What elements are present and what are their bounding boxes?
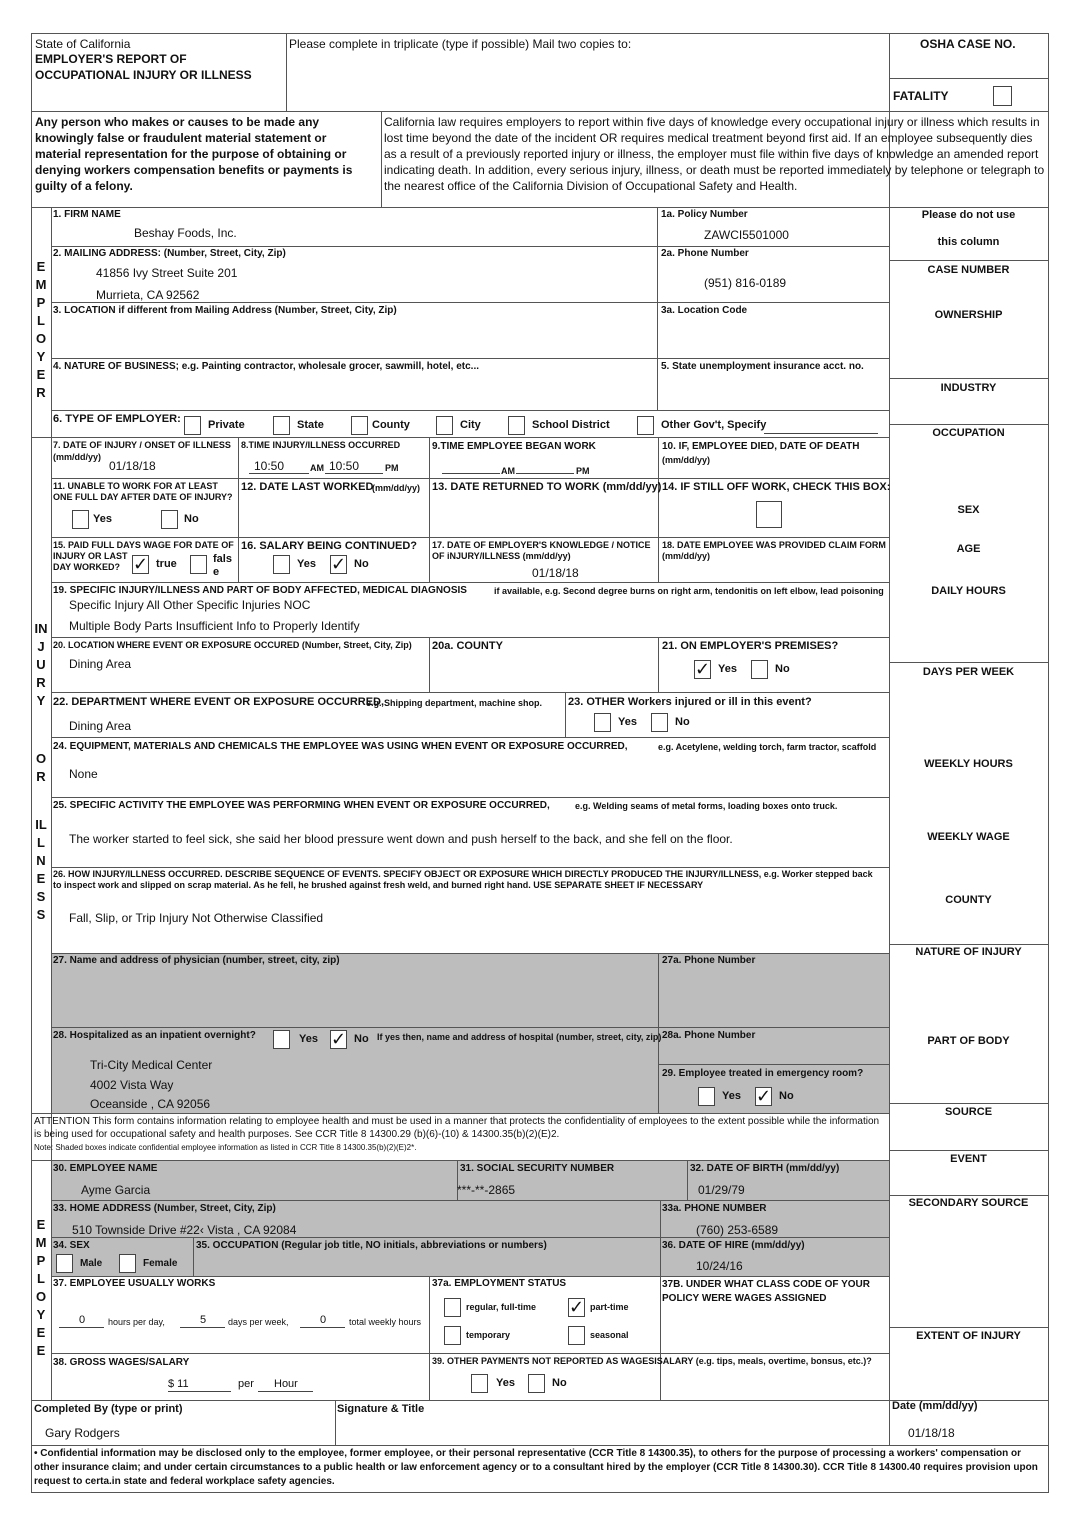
date-of-hire-value[interactable]: 10/24/16 (696, 1259, 743, 1273)
other-payments-yes-label: Yes (496, 1377, 515, 1389)
time-occurred-am-value[interactable]: 10:50 (254, 459, 285, 473)
other-workers-yes-label: Yes (618, 716, 637, 728)
salary-continued-no-label: No (354, 558, 369, 570)
home-address-value[interactable]: 510 Townside Drive #22‹ Vista , CA 92084 (72, 1223, 297, 1237)
hospitalized-no-checkbox[interactable]: ✓ (331, 1029, 347, 1050)
form-title-line2: OCCUPATIONAL INJURY OR ILLNESS (35, 68, 252, 82)
time-occurred-pm: PM (385, 463, 399, 473)
specific-injury-line1[interactable]: Specific Injury All Other Specific Injuries NOC (69, 598, 311, 612)
fatality-checkbox[interactable] (993, 86, 1012, 106)
other-payments-no-label: No (552, 1377, 567, 1389)
employer-type-school-label: School District (532, 419, 610, 431)
salary-continued-label: 16. SALARY BEING CONTINUED? (241, 540, 418, 552)
began-work-am: AM (501, 466, 515, 476)
sex-label: 34. SEX (53, 1240, 90, 1251)
source-label: SOURCE (944, 1106, 993, 1118)
claim-form-label-1: 18. DATE EMPLOYEE WAS PROVIDED CLAIM FORM (662, 540, 886, 550)
sex-female-label: Female (143, 1258, 178, 1269)
sex-male-checkbox[interactable] (56, 1254, 73, 1273)
how-occurred-label: 26. HOW INJURY/ILLNESS OCCURRED. DESCRIBE SEQUENCE OF EVENTS. SPECIFY OBJECT OR EXPOSURE WHICH DIRECTLY PRODUCED THE INJURY/ILLNESS, e.g. Worker stepped back to inspect work and slipped on scrap material. As he fell, he brushed against fresh weld, and burned right hand. USE SEPARATE SHEET IF NECESSARY (53, 869, 873, 890)
other-payments-label: 39. OTHER PAYMENTS NOT REPORTED AS WAGESISALARY (e.g. tips, meals, overtime, bonsus, etc.)? (432, 1356, 872, 1366)
sex-male-label: Male (80, 1258, 103, 1269)
employer-knowledge-label-1: 17. DATE OF EMPLOYER'S KNOWLEDGE / NOTICE (432, 540, 651, 550)
unable-to-work-no-checkbox[interactable] (161, 510, 178, 529)
location-label: 3. LOCATION if different from Mailing Address (Number, Street, City, Zip) (53, 305, 397, 316)
employer-type-other-label: Other Gov't, Specify (661, 419, 767, 431)
status-seasonal-label: seasonal (590, 1330, 629, 1340)
status-regular-label: regular, full-time (466, 1302, 537, 1312)
equipment-label: 24. EQUIPMENT, MATERIALS AND CHEMICALS THE EMPLOYEE WAS USING WHEN EVENT OR EXPOSURE OCCURRED, (53, 741, 628, 752)
time-occurred-pm-value[interactable]: 10:50 (329, 459, 360, 473)
dob-label: 32. DATE OF BIRTH (mm/dd/yy) (690, 1163, 840, 1174)
event-label: EVENT (950, 1153, 987, 1165)
salary-continued-yes-label: Yes (297, 558, 316, 570)
hospital-line1[interactable]: Tri-City Medical Center (90, 1058, 213, 1072)
hours-per-day-line (59, 1327, 104, 1328)
employer-type-city-label: City (460, 419, 481, 431)
side-label-illness: ILLNESS (35, 817, 47, 922)
emergency-room-yes-checkbox[interactable] (698, 1087, 715, 1106)
employer-type-other-checkbox[interactable] (637, 416, 654, 435)
total-weekly-hours-line (300, 1327, 345, 1328)
department-hint: e.g. Shipping department, machine shop. (366, 698, 543, 708)
completed-by-value[interactable]: Gary Rodgers (45, 1426, 120, 1440)
signature-label: Signature & Title (337, 1403, 425, 1415)
physician-label: 27. Name and address of physician (number, street, city, zip) (53, 955, 340, 966)
equipment-hint: e.g. Acetylene, welding torch, farm tractor, scaffold (658, 742, 877, 752)
daily-hours-label: DAILY HOURS (931, 585, 1006, 597)
began-am-line[interactable] (442, 473, 500, 474)
date-of-hire-label: 36. DATE OF HIRE (mm/dd/yy) (662, 1240, 805, 1251)
hours-per-day-label: hours per day, (108, 1317, 165, 1327)
usually-works-label: 37. EMPLOYEE USUALLY WORKS (53, 1278, 216, 1289)
department-label: 22. DEPARTMENT WHERE EVENT OR EXPOSURE OCCURRED, (53, 696, 385, 708)
status-temporary-label: temporary (466, 1330, 511, 1340)
employer-type-private-checkbox[interactable] (184, 416, 201, 435)
event-location-value[interactable]: Dining Area (69, 657, 132, 671)
mailing-address-line1[interactable]: 41856 Ivy Street Suite 201 (96, 266, 238, 280)
time-am-line (249, 473, 309, 474)
days-per-week-label: DAYS PER WEEK (922, 666, 1015, 678)
emergency-room-no-label: No (779, 1090, 794, 1102)
paid-full-wage-label-3: DAY WORKED? (53, 562, 121, 572)
weekly-hours-label: WEEKLY HOURS (924, 758, 1013, 770)
specific-injury-hint: if available, e.g. Second degree burns on right arm, tendonitis on left elbow, lead poisoning (494, 586, 884, 596)
secondary-source-label: SECONDARY SOURCE (908, 1197, 1029, 1209)
hospitalized-yes-label: Yes (299, 1033, 318, 1045)
began-work-pm: PM (576, 466, 590, 476)
status-parttime-label: part-time (590, 1302, 629, 1312)
location-code-label: 3a. Location Code (661, 305, 748, 316)
gross-wages-unit[interactable]: Hour (274, 1378, 298, 1390)
unemployment-acct-label: 5. State unemployment insurance acct. no. (661, 361, 864, 372)
unable-to-work-no-label: No (184, 513, 199, 525)
unable-to-work-yes-checkbox[interactable] (72, 510, 89, 529)
part-of-body-label: PART OF BODY (927, 1035, 1010, 1047)
how-occurred-value[interactable]: Fall, Slip, or Trip Injury Not Otherwise Classified (69, 911, 324, 925)
employer-knowledge-value[interactable]: 01/18/18 (532, 566, 579, 580)
confidential-notice: • Confidential information may be disclosed only to the employee, former employee, or their personal representative (CCR Title 8 14300.35), to others for the purpose of processing a workers' compensation or other insurance claim; and under certain circumstances to a public health or law enforcement agency or to a consultant hired by the employer (CCR Title 8 14300.30). CCR Title 8 14300.40 requires provision upon request to certa.in state and federal workplace safety agencies. (34, 1448, 1038, 1487)
total-weekly-hours-value[interactable]: 0 (320, 1314, 327, 1326)
equipment-value[interactable]: None (69, 767, 98, 781)
status-temporary-checkbox[interactable] (444, 1326, 461, 1345)
hospital-phone-label: 28a. Phone Number (662, 1030, 756, 1041)
state-label: State of California (35, 37, 131, 51)
date-last-worked-label: 12. DATE LAST WORKED (241, 481, 374, 493)
other-workers-no-checkbox[interactable] (651, 713, 668, 732)
still-off-work-label: 14. IF STILL OFF WORK, CHECK THIS BOX: (662, 481, 891, 493)
class-code-label: 37B. UNDER WHAT CLASS CODE OF YOUR POLICY WERE WAGES ASSIGNED (662, 1279, 870, 1304)
activity-label: 25. SPECIFIC ACTIVITY THE EMPLOYEE WAS PERFORMING WHEN EVENT OR EXPOSURE OCCURRED, (53, 800, 550, 811)
other-payments-yes-checkbox[interactable] (471, 1374, 488, 1393)
paid-full-wage-false-label: false (213, 553, 232, 578)
unable-to-work-yes-label: Yes (93, 513, 112, 525)
emergency-room-yes-label: Yes (722, 1090, 741, 1102)
employer-type-city-checkbox[interactable] (436, 416, 453, 435)
still-off-work-checkbox[interactable] (756, 501, 782, 528)
employer-type-private-label: Private (208, 419, 245, 431)
event-county-label: 20a. COUNTY (432, 640, 503, 652)
hospitalized-label: 28. Hospitalized as an inpatient overnight? (53, 1030, 256, 1041)
time-occurred-am: AM (310, 463, 324, 473)
date-of-injury-value[interactable]: 01/18/18 (109, 459, 156, 473)
salary-continued-yes-checkbox[interactable] (273, 555, 290, 574)
activity-value[interactable]: The worker started to feel sick, she said her blood pressure went down and push herself to the back, and she fell on the floor. (69, 832, 733, 846)
gross-wages-line (168, 1391, 231, 1392)
date-returned-label: 13. DATE RETURNED TO WORK (mm/dd/yy) (432, 481, 662, 493)
employee-phone-value[interactable]: (760) 253-6589 (696, 1223, 779, 1237)
nature-of-business-label: 4. NATURE OF BUSINESS; e.g. Painting contractor, wholesale grocer, sawmill, hotel, etc... (53, 361, 480, 372)
do-not-use-label: Please do not use (921, 209, 1016, 221)
employer-type-state-checkbox[interactable] (273, 416, 290, 435)
event-location-label: 20. LOCATION WHERE EVENT OR EXPOSURE OCCURED (Number, Street, City, Zip) (53, 640, 412, 650)
hours-per-day-value[interactable]: 0 (79, 1314, 86, 1326)
status-seasonal-checkbox[interactable] (568, 1326, 585, 1345)
form-title-line1: EMPLOYER'S REPORT OF (35, 52, 187, 66)
phone-number-label: 2a. Phone Number (661, 248, 749, 259)
firm-name-value[interactable]: Beshay Foods, Inc. (134, 226, 237, 240)
hospital-line2[interactable]: 4002 Vista Way (90, 1078, 174, 1092)
attention-notice: ATTENTION This form contains information relating to employee health and must be used in a manner that protects the confidentiality of employees to the extent possible while the information is being used for occupational safety and health purposes. See CCR Title 8 14300.29 (b)(6)-(10) & 14300.35(b)(2)(E)2. (34, 1116, 880, 1140)
ssn-label: 31. SOCIAL SECURITY NUMBER (460, 1163, 615, 1174)
do-not-use-label-2: this column (937, 236, 1000, 248)
gross-wages-label: 38. GROSS WAGES/SALARY (53, 1357, 190, 1368)
fatality-label: FATALITY (893, 89, 949, 103)
employer-type-county-label: County (372, 419, 410, 431)
employee-phone-label: 33a. PHONE NUMBER (662, 1203, 767, 1214)
reporting-requirement: California law requires employers to report within five days of knowledge every occupational injury or illness which results in lost time beyond the date of the incident OR requires medical treatment beyond first aid. If an employee subsequently dies as a result of a previously reported injury or illness, the employer must file within five days of knowledge an amended report indicating death. In addition, every serious injury, illness, or death must be reported immediately by telephone or telegraph to the nearest office of the California Division of Occupational Safety and Health. (384, 115, 1045, 193)
specific-injury-label: 19. SPECIFIC INJURY/ILLNESS AND PART OF BODY AFFECTED, MEDICAL DIAGNOSIS (53, 585, 467, 596)
weekly-wage-label: WEEKLY WAGE (927, 831, 1010, 843)
other-workers-yes-checkbox[interactable] (594, 713, 611, 732)
side-label-injury: INJURY (34, 621, 48, 708)
unable-to-work-label-1: 11. UNABLE TO WORK FOR AT LEAST (53, 481, 218, 491)
completed-by-label: Completed By (type or print) (34, 1403, 183, 1415)
specific-injury-line2[interactable]: Multiple Body Parts Insufficient Info to Properly Identify (69, 619, 360, 633)
emergency-room-no-checkbox[interactable]: ✓ (756, 1086, 772, 1107)
hospitalized-yes-checkbox[interactable] (273, 1030, 290, 1049)
policy-number-value[interactable]: ZAWCI5501000 (704, 228, 789, 242)
other-workers-label: 23. OTHER Workers injured or ill in this event? (568, 696, 812, 708)
side-label-or: OR (35, 751, 47, 784)
gross-wages-per: per (238, 1378, 254, 1390)
date-of-injury-label: 7. DATE OF INJURY / ONSET OF ILLNESS (53, 440, 231, 450)
employer-type-county-checkbox[interactable] (351, 416, 368, 435)
home-address-label: 33. HOME ADDRESS (Number, Street, City, Zip) (53, 1203, 276, 1214)
days-per-week-line (180, 1327, 225, 1328)
employer-type-state-label: State (297, 419, 324, 431)
paid-full-wage-true-checkbox[interactable]: ✓ (133, 554, 149, 575)
ownership-label: OWNERSHIP (934, 309, 1003, 321)
case-number-label: CASE NUMBER (927, 264, 1010, 276)
mail-instructions: Please complete in triplicate (type if possible) Mail two copies to: (289, 37, 632, 51)
date-of-injury-sub: (mm/dd/yy) (53, 452, 102, 462)
began-pm-line[interactable] (516, 473, 574, 474)
emergency-room-label: 29. Employee treated in emergency room? (662, 1068, 864, 1079)
firm-name-label: 1. FIRM NAME (53, 209, 121, 220)
claim-form-label-2: (mm/dd/yy) (662, 551, 711, 561)
department-value[interactable]: Dining Area (69, 719, 132, 733)
extent-of-injury-label: EXTENT OF INJURY (916, 1330, 1021, 1342)
gross-wages-value[interactable]: $ 11 (168, 1378, 189, 1390)
employer-premises-no-label: No (775, 663, 790, 675)
industry-label: INDUSTRY (940, 382, 997, 394)
osha-case-label: OSHA CASE NO. (920, 37, 1016, 51)
status-regular-checkbox[interactable] (444, 1298, 461, 1317)
ssn-value[interactable]: ***-**-2865 (457, 1183, 516, 1197)
other-workers-no-label: No (675, 716, 690, 728)
paid-full-wage-label-1: 15. PAID FULL DAYS WAGE FOR DATE OF (53, 540, 234, 550)
hospitalized-no-label: No (354, 1033, 369, 1045)
time-occurred-label: 8.TIME INJURY/ILLNESS OCCURRED (241, 440, 401, 450)
other-gov-specify-line[interactable] (764, 433, 878, 434)
other-payments-no-checkbox[interactable] (528, 1374, 545, 1393)
shaded-note: Note: Shaded boxes indicate confidential employee information as listed in CCR Title 8 14300.35(b)(2)(E)2*. (34, 1143, 417, 1152)
employer-knowledge-label-2: OF iNJURY/ILLNESS (mm/dd/yy) (432, 551, 571, 561)
employee-name-label: 30. EMPLOYEE NAME (53, 1163, 158, 1174)
nature-of-injury-label: NATURE OF INJURY (915, 946, 1022, 958)
unable-to-work-label-2: ONE FULL DAY AFTER DATE OF INJURY? (53, 492, 233, 502)
type-of-employer-label: 6. TYPE OF EMPLOYER: (53, 413, 181, 425)
days-per-week-label: days per week, (228, 1317, 289, 1327)
mailing-address-line2[interactable]: Murrieta, CA 92562 (96, 288, 200, 302)
employment-status-label: 37a. EMPLOYMENT STATUS (432, 1278, 567, 1289)
occupation-label: 35. OCCUPATION (Regular job title, NO initials, abbreviations or numbers) (196, 1240, 547, 1251)
mailing-address-label: 2. MAILING ADDRESS: (Number, Street, City, Zip) (53, 248, 286, 259)
age-code-label: AGE (956, 543, 981, 555)
time-pm-line (325, 473, 383, 474)
side-label-employee: EMPLOYEE (35, 1217, 47, 1358)
sex-code-label: SEX (957, 504, 980, 516)
fraud-warning: Any person who makes or causes to be made any knowingly false or fraudulent material statement or material representation for the purpose of obtaining or denying workers compensation benefits or payments is guilty of a felony. (35, 115, 353, 193)
salary-continued-no-checkbox[interactable]: ✓ (331, 554, 347, 575)
paid-full-wage-label-2: INJURY OR LAST (53, 551, 128, 561)
policy-number-label: 1a. Policy Number (661, 209, 748, 220)
date-last-worked-sub: (mm/dd/yy) (372, 483, 421, 493)
days-per-week-value[interactable]: 5 (200, 1314, 207, 1326)
date-of-death-label: 10. IF, EMPLOYEE DIED, DATE OF DEATH (662, 441, 860, 452)
status-parttime-checkbox[interactable]: ✓ (569, 1297, 585, 1318)
date-completed-value[interactable]: 01/18/18 (908, 1426, 955, 1440)
activity-hint: e.g. Welding seams of metal forms, loading boxes onto truck. (575, 801, 838, 811)
phone-number-value[interactable]: (951) 816-0189 (704, 276, 787, 290)
county-code-label: COUNTY (945, 894, 992, 906)
physician-phone-label: 27a. Phone Number (662, 955, 756, 966)
paid-full-wage-false-checkbox[interactable] (190, 555, 207, 574)
gross-wages-unit-line (258, 1391, 313, 1392)
sex-female-checkbox[interactable] (119, 1254, 136, 1273)
date-completed-label: Date (mm/dd/yy) (892, 1400, 978, 1412)
paid-full-wage-true-label: true (156, 558, 177, 570)
employer-premises-label: 21. ON EMPLOYER'S PREMISES? (662, 640, 839, 652)
occupation-code-label: OCCUPATION (932, 427, 1005, 439)
hospital-line3[interactable]: Oceanside , CA 92056 (90, 1097, 211, 1111)
employer-premises-yes-label: Yes (718, 663, 737, 675)
side-label-employer: EMPLOYER (35, 259, 47, 400)
employer-premises-no-checkbox[interactable] (751, 660, 768, 679)
employee-name-value[interactable]: Ayme Garcia (81, 1183, 151, 1197)
date-of-death-sub: (mm/dd/yy) (662, 455, 711, 465)
dob-value[interactable]: 01/29/79 (698, 1183, 745, 1197)
employer-premises-yes-checkbox[interactable]: ✓ (695, 659, 711, 680)
total-weekly-hours-label: total weekly hours (349, 1317, 422, 1327)
time-began-work-label: 9.TIME EMPLOYEE BEGAN WORK (432, 441, 596, 452)
hospital-hint: If yes then, name and address of hospital (number, street, city, zip) (377, 1032, 662, 1042)
employer-type-school-checkbox[interactable] (508, 416, 525, 435)
